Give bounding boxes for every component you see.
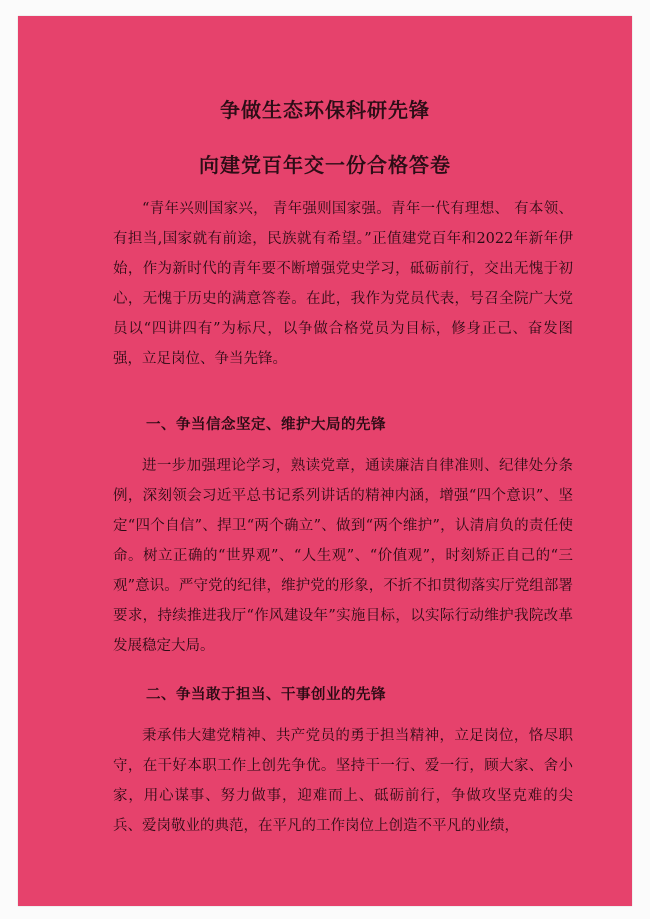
document-subtitle: 向建党百年交一份合格答卷 [199, 153, 451, 177]
document-page [18, 16, 632, 906]
section-heading-2: 二、争当敢于担当、干事创业的先锋 [146, 686, 386, 703]
section-1-paragraph: 进一步加强理论学习，熟读党章，通读廉洁自律准则、纪律处分条例，深刻领会习近平总书记系列讲话的精神内涵，增强“四个意识”、坚定“四个自信”、捍卫“两个确立”、做到“两个维护”，认清肩负的责任使命。树立正确的“世界观”、“人生观”、“价值观”，时刻矫正自己的“三观”意识。严守党的纪律，维护党的形象，不折不扣贯彻落实厅党组部署要求，持续推进我厅“作风建设年”实施目标，以实际行动维护我院改革发展稳定大局。 [113, 458, 573, 654]
section-heading-1: 一、争当信念坚定、维护大局的先锋 [146, 416, 386, 433]
section-2-paragraph: 秉承伟大建党精神、共产党员的勇于担当精神，立足岗位，恪尽职守，在干好本职工作上创先争优。坚持干一行、爱一行，顾大家、舍小家，用心谋事、努力做事，迎难而上、砥砺前行，争做攻坚克难的尖兵、爱岗敬业的典范，在平凡的工作岗位上创造不平凡的业绩， [113, 728, 573, 834]
document-title: 争做生态环保科研先锋 [220, 98, 430, 122]
intro-paragraph: “青年兴则国家兴， 青年强则国家强。青年一代有理想、 有本领、有担当,国家就有前途，民族就有希望。”正值建党百年和2022年新年伊始，作为新时代的青年要不断增强党史学习，砥砺前行，交出无愧于初心，无愧于历史的满意答卷。在此，我作为党员代表，号召全院广大党员以“四讲四有”为标尺，以争做合格党员为目标，修身正己、奋发图强，立足岗位、争当先锋。 [113, 201, 573, 367]
